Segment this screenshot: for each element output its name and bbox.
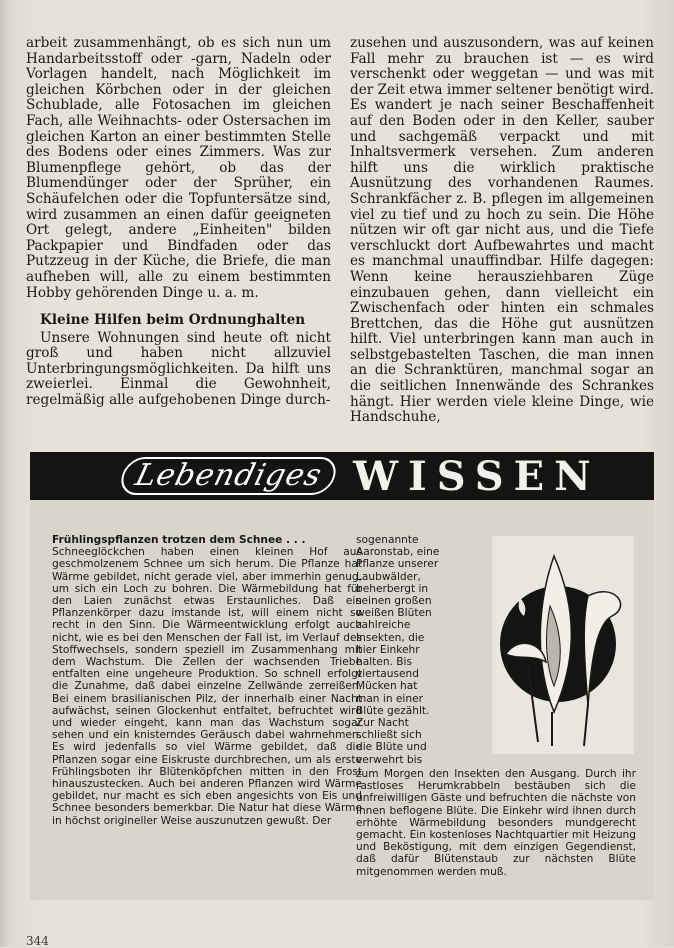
info-box-mid-text: sogenannte Aaronstab, eine Pflanze unserer Laubwälder, beherbergt in seinen großen weißen Blüten zahlreiche Insekten, die hier Einkehr halten. Bis viertausend Mücken hat man in einer Blüte gezählt. Zur Nacht schließt sich die Blüte und verwehrt bis: [356, 534, 440, 766]
right-paragraph-1: zusehen und auszusondern, was auf keinen Fall mehr zu brauchen ist — es wird verschenkt oder weggetan — und was mit der Zeit etwa immer seltener benötigt wird. Es wandert je nach seiner Beschaffenheit auf den Boden oder in den Keller, sauber und sachgemäß verpackt und mit Inhaltsvermerk versehen. Zum anderen hilft uns die wirklich praktische Ausnützung des vorhandenen Raumes. Schrankfächer z. B. pflegen im allgemeinen viel zu tief und zu hoch zu sein. Die Höhe nützen wir oft gar nicht aus, und die Tiefe verschluckt dort Aufbewahrtes und macht es manchmal unauffindbar. Hilfe dagegen: Wenn keine herausziehbaren Züge einzubauen gehen, dann vielleicht ein Zwischenfach oder hinten ein schmales Brettchen, das die Höhe gut ausnützen hilft. Viel unterbringen kann man auch in selbstgebastelten Taschen, die man innen an die Schranktüren, manchmal sogar an die seitlichen Innenwände des Schrankes hängt. Hier werden viele kleine Dinge, wie Handschuhe,: [350, 35, 654, 426]
info-box-left-body: Schneeglöckchen haben einen kleinen Hof aus geschmolzenem Schnee um sich herum. Die Pflanze hat Wärme gebildet, nicht gerade viel, aber immerhin genug, um sich ein Loch zu bohren. Die Wärmebildung hat für den Laien zunächst etwas Erstaunliches. Daß ein Pflanzenkörper dazu imstande ist, will einem nicht so recht in den Sinn. Die Wärmeentwicklung erfolgt auch nicht, wie es bei den Menschen der Fall ist, im Verlauf des Stoffwechsels, sondern speziell im Zusammenhang mit dem Wachstum. Die Zellen der wachsenden Triebe entfalten eine ungeheure Produktion. So schnell erfolgt die Zunahme, daß dabei einzelne Zellwände zerreißen. Bei einem brasilianischen Pilz, der innerhalb einer Nacht aufwächst, seinen Glockenhut entfaltet, befruchtet wird und wieder eingeht, kann man das Wachstum sogar sehen und ein knisterndes Geräusch dabei wahrnehmen. Es wird jedenfalls so viel Wärme gebildet, daß die Pflanzen sogar eine Eiskruste durchbrechen, um als erste Frühlingsboten ihr Blütenköpfchen mitten in den Frost hinauszustecken. Auch bei anderen Pflanzen wird Wärme gebildet, nur macht es sich eben angesichts von Eis und Schnee besonders bemerkbar. Die Natur hat diese Wärme in höchst origineller Weise auszunutzen gewußt. Der: [52, 546, 362, 827]
left-paragraph-1: arbeit zusammenhängt, ob es sich nun um Handarbeitsstoff oder -garn, Nadeln oder Vorlagen handelt, nach Möglichkeit im gleichen Körbchen oder in der gleichen Schublade, alle Fotosachen im gleichen Fach, alle Weihnachts- oder Ostersachen im gleichen Karton an einer bestimmten Stelle des Bodens oder eines Zimmers. Was zur Blumenpflege gehört, ob das der Blumendünger oder der Sprüher, ein Schäufelchen oder die Topfuntersätze sind, wird zusammen an einen dafür geeigneten Ort gelegt, andere „Einheiten" bilden Packpapier und Bindfaden oder das Putzzeug in der Küche, die Briefe, die man aufheben will, alle zu einem bestimmten Hobby gehörenden Dinge u. a. m.: [26, 35, 331, 301]
left-column: [26, 36, 331, 409]
page-number: 344: [26, 934, 49, 948]
banner-title-word: WISSEN: [353, 452, 601, 500]
info-box-bottom-text: zum Morgen den Insekten den Ausgang. Durch ihr rastloses Herumkrabbeln bestäuben sich die unfreiwilligen Gäste und befruchten die nächste von ihnen beflogene Blüte. Die Einkehr wird ihnen durch erhöhte Wärmebildung besonders mundgerecht gemacht. Ein kostenloses Nachtquartier mit Heizung und Beköstigung, mit dem einzigen Gegendienst, daß dafür Blütenstaub zur nächsten Blüte mitgenommen werden muß.: [356, 768, 636, 878]
arum-illustration: [492, 536, 634, 754]
section-banner: [30, 452, 654, 500]
right-column: [350, 36, 654, 426]
info-box-title: Frühlingspflanzen trotzen dem Schnee . . .: [52, 534, 306, 546]
arum-flower-drawing: [492, 536, 634, 754]
section-heading: Kleine Hilfen beim Ordnunghalten: [40, 312, 306, 329]
left-paragraph-2: Unsere Wohnungen sind heute oft nicht groß und haben nicht allzuviel Unterbringungsmöglichkeiten. Da hilft uns zweierlei. Einmal die Gewohnheit, regelmäßig alle aufgehobenen Dinge durch-: [26, 329, 331, 409]
info-box-left-text: [52, 534, 362, 827]
banner-script-word: Lebendiges: [117, 457, 340, 495]
